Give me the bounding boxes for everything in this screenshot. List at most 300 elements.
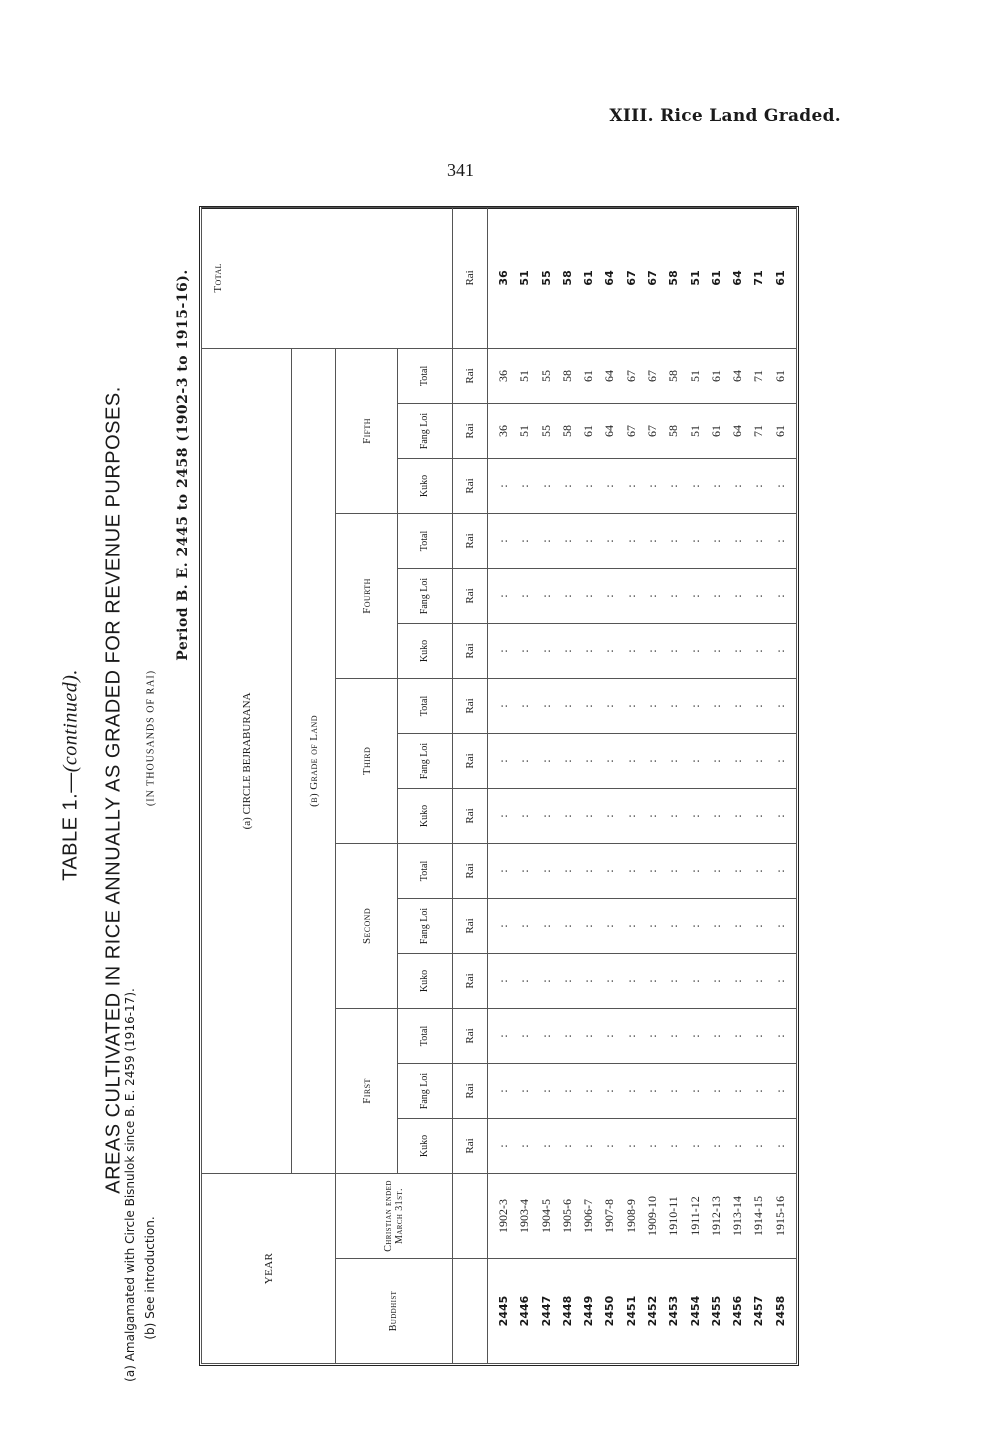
table-cell: 2446 <box>518 1295 532 1327</box>
table-cell: : <box>646 979 659 983</box>
table-cell: : <box>603 814 617 818</box>
table-cell: : <box>624 649 638 653</box>
table-cell: : <box>603 1089 617 1093</box>
table-cell: : <box>560 484 574 488</box>
table-cell: : <box>624 539 638 543</box>
table-cell: : <box>688 924 702 928</box>
table-cell: : <box>518 1089 532 1093</box>
table-cell: : <box>603 924 617 928</box>
table-cell: : <box>667 649 681 653</box>
table-cell: : <box>496 539 510 543</box>
table-cell: : <box>773 484 787 488</box>
table-cell: : <box>603 594 617 598</box>
fifth-total-col <box>488 348 797 403</box>
table-cell: : <box>539 924 553 928</box>
table-cell: : <box>496 814 510 818</box>
table-cell: : <box>624 1034 638 1038</box>
unit-cell: Rai <box>453 678 488 733</box>
table-cell: 64 <box>730 369 745 382</box>
table-cell: : <box>603 1144 617 1148</box>
second-fangloi-col <box>488 898 797 953</box>
table-cell: : <box>667 1144 681 1148</box>
first-fangloi-header: Fang Loi <box>398 1063 453 1118</box>
table-cell: : <box>539 979 553 983</box>
buddhist-header: Buddhist <box>336 1259 453 1364</box>
table-cell: 36 <box>495 424 510 437</box>
table-cell: : <box>667 1089 681 1093</box>
table-cell: : <box>560 1144 574 1148</box>
table-cell: 2456 <box>731 1295 745 1327</box>
table-cell: : <box>709 979 723 983</box>
table-cell: 1914-15 <box>751 1196 766 1236</box>
table-cell: : <box>667 979 681 983</box>
grade-second: Second <box>336 843 398 1008</box>
table-cell: : <box>709 1144 723 1148</box>
fourth-fangloi-col <box>488 568 797 623</box>
table-cell: 2450 <box>603 1295 617 1327</box>
table-cell: : <box>773 594 787 598</box>
table-cell: 58 <box>666 424 681 437</box>
unit-cell: Rai <box>453 733 488 788</box>
table-cell: : <box>752 979 766 983</box>
table-cell: 58 <box>667 270 681 286</box>
unit-cell: Rai <box>453 623 488 678</box>
table-cell: : <box>752 1034 766 1038</box>
table-cell: : <box>646 759 659 763</box>
table-subtitle: AREAS CULTIVATED IN RICE ANNUALLY AS GRADED FOR REVENUE PURPOSES. <box>102 386 125 1194</box>
unit-cell: Rai <box>453 1063 488 1118</box>
table-cell: 64 <box>602 369 617 382</box>
table-cell: 58 <box>560 270 574 286</box>
table-cell: : <box>560 759 574 763</box>
table-cell: : <box>709 1034 723 1038</box>
table-cell: 1912-13 <box>708 1196 723 1236</box>
table-cell: : <box>752 924 766 928</box>
table-cell: : <box>624 979 638 983</box>
header-row-1 <box>202 207 292 1363</box>
table-cell: : <box>624 484 638 488</box>
table-cell: : <box>603 649 617 653</box>
table-cell: : <box>582 924 596 928</box>
table-cell: : <box>624 869 638 873</box>
fourth-total-col <box>488 513 797 568</box>
table-cell: : <box>496 979 510 983</box>
table-cell: : <box>688 814 702 818</box>
table-cell: : <box>709 649 723 653</box>
table-cell: : <box>560 869 574 873</box>
table-cell: : <box>731 1034 745 1038</box>
table-cell: 51 <box>517 424 532 437</box>
unit-blank-buddhist <box>453 1259 488 1364</box>
unit-cell: Rai <box>453 788 488 843</box>
footnote-b: (b) See introduction. <box>143 1216 157 1340</box>
table-cell: : <box>773 924 787 928</box>
table-cell: : <box>582 759 596 763</box>
table-cell: : <box>646 484 659 488</box>
grade-first: First <box>336 1008 398 1173</box>
table-cell: 61 <box>708 424 723 437</box>
table-cell: 1903-4 <box>517 1199 532 1233</box>
table-cell: 55 <box>538 424 553 437</box>
table-cell: : <box>646 539 659 543</box>
table-cell: : <box>496 759 510 763</box>
table-cell: : <box>773 1144 787 1148</box>
table-cell: 61 <box>581 424 596 437</box>
grade-header: (b) Grade of Land <box>292 348 336 1173</box>
table-cell: 2447 <box>539 1295 553 1327</box>
table-cell: : <box>624 924 638 928</box>
table-cell: 67 <box>623 424 638 437</box>
third-total-header: Total <box>398 678 453 733</box>
table-cell: : <box>731 484 745 488</box>
table-cell: 67 <box>645 369 659 382</box>
table-cell: 64 <box>731 270 745 286</box>
table-label-continued: (continued). <box>59 669 82 773</box>
table-cell: : <box>539 484 553 488</box>
table-cell: : <box>752 759 766 763</box>
table-cell: : <box>603 704 617 708</box>
table-cell: : <box>539 1034 553 1038</box>
table-cell: : <box>539 704 553 708</box>
table-cell: : <box>539 1089 553 1093</box>
table-cell: : <box>624 704 638 708</box>
table-cell: 61 <box>582 270 596 286</box>
table-cell: : <box>752 649 766 653</box>
table-cell: 36 <box>495 369 510 382</box>
table-cell: : <box>752 1089 766 1093</box>
period-note: Period B. E. 2445 to 2458 (1902-3 to 1915-16). <box>175 269 191 661</box>
table-cell: 51 <box>517 369 532 382</box>
table-cell: 2452 <box>646 1295 659 1327</box>
table-cell: 55 <box>538 369 553 382</box>
table-cell: : <box>582 704 596 708</box>
table-cell: : <box>539 869 553 873</box>
table-cell: 2449 <box>582 1295 596 1327</box>
table-cell: : <box>731 1144 745 1148</box>
table-cell: : <box>709 484 723 488</box>
table-cell: 61 <box>708 369 723 382</box>
table-cell: : <box>646 594 659 598</box>
table-cell: 71 <box>752 270 766 286</box>
christian-header: Christian ended March 31st. <box>336 1173 453 1258</box>
table-cell: 61 <box>773 270 787 286</box>
table-cell: : <box>773 869 787 873</box>
first-fangloi-col <box>488 1063 797 1118</box>
table-cell: 58 <box>559 424 574 437</box>
table-cell: : <box>539 594 553 598</box>
second-total-header: Total <box>398 843 453 898</box>
table-cell: 2458 <box>773 1295 787 1327</box>
table-cell: 2445 <box>496 1295 510 1327</box>
first-total-col <box>488 1008 797 1063</box>
table-cell: : <box>603 979 617 983</box>
table-cell: 1911-12 <box>687 1196 702 1236</box>
table-cell: : <box>773 1034 787 1038</box>
footnote-a: (a) Amalgamated with Circle Bisnulok since B. E. 2459 (1916-17). <box>123 988 137 1382</box>
table-cell: : <box>731 594 745 598</box>
table-cell: : <box>773 704 787 708</box>
table-cell: : <box>518 539 532 543</box>
table-cell: 1907-8 <box>602 1199 617 1233</box>
table-cell: 55 <box>539 270 553 286</box>
table-cell: : <box>518 704 532 708</box>
table-cell: : <box>496 704 510 708</box>
third-kuko-col <box>488 788 797 843</box>
table-cell: 67 <box>646 270 659 286</box>
table-cell: : <box>709 924 723 928</box>
table-cell: : <box>688 594 702 598</box>
table-cell: 67 <box>624 270 638 286</box>
table-cell: 51 <box>687 424 702 437</box>
table-cell: : <box>560 924 574 928</box>
table-cell: : <box>582 1089 596 1093</box>
total-header: Total <box>202 207 453 348</box>
table-cell: : <box>496 924 510 928</box>
table-cell: 1905-6 <box>559 1199 574 1233</box>
table-cell: 61 <box>772 424 787 437</box>
table-cell: : <box>539 539 553 543</box>
table-cell: 71 <box>751 369 766 382</box>
table-cell: : <box>731 1089 745 1093</box>
unit-cell: Rai <box>453 843 488 898</box>
table-cell: 64 <box>603 270 617 286</box>
table-cell: : <box>752 869 766 873</box>
table-cell: : <box>688 979 702 983</box>
table-cell: : <box>731 924 745 928</box>
table-cell: : <box>603 759 617 763</box>
third-fangloi-header: Fang Loi <box>398 733 453 788</box>
table-cell: : <box>773 759 787 763</box>
grade-fifth: Fifth <box>336 348 398 513</box>
table-cell: : <box>646 814 659 818</box>
grade-third: Third <box>336 678 398 843</box>
table-cell: : <box>496 649 510 653</box>
table-cell: : <box>518 1144 532 1148</box>
second-total-col <box>488 843 797 898</box>
rice-land-table <box>201 207 797 1364</box>
table-cell: : <box>667 539 681 543</box>
table-cell: : <box>518 484 532 488</box>
year-header: YEAR <box>202 1173 336 1363</box>
table-title <box>60 669 83 881</box>
table-cell: : <box>731 539 745 543</box>
table-cell: 58 <box>666 369 681 382</box>
grade-fourth: Fourth <box>336 513 398 678</box>
table-cell: : <box>667 759 681 763</box>
third-kuko-header: Kuko <box>398 788 453 843</box>
table-cell: 51 <box>688 270 702 286</box>
table-cell: : <box>667 594 681 598</box>
header-row-3 <box>336 207 398 1363</box>
table-cell: : <box>709 759 723 763</box>
table-cell: : <box>624 1089 638 1093</box>
table-cell: : <box>518 924 532 928</box>
table-cell: : <box>582 649 596 653</box>
table-cell: : <box>688 869 702 873</box>
unit-cell: Rai <box>453 953 488 1008</box>
table-cell: : <box>560 649 574 653</box>
table-cell: 64 <box>602 424 617 437</box>
table-cell: : <box>496 594 510 598</box>
rotated-table <box>201 208 797 1364</box>
table-cell: : <box>496 1089 510 1093</box>
table-cell: : <box>582 814 596 818</box>
table-label: TABLE 1.— <box>59 772 82 881</box>
table-cell: : <box>752 539 766 543</box>
table-cell: : <box>688 1144 702 1148</box>
table-cell: : <box>688 649 702 653</box>
table-cell: 1904-5 <box>538 1199 553 1233</box>
table-cell: : <box>709 814 723 818</box>
table-cell: : <box>496 1144 510 1148</box>
table-cell: : <box>496 869 510 873</box>
buddhist-years-col <box>488 1259 797 1364</box>
table-cell: : <box>560 539 574 543</box>
table-cell: : <box>646 1089 659 1093</box>
unit-cell: Rai <box>453 458 488 513</box>
table-cell: : <box>624 814 638 818</box>
table-cell: : <box>667 869 681 873</box>
table-cell: : <box>560 704 574 708</box>
table-cell: : <box>560 814 574 818</box>
table-cell: : <box>709 1089 723 1093</box>
table-cell: 2455 <box>709 1295 723 1327</box>
fifth-kuko-col <box>488 458 797 513</box>
table-cell: : <box>646 1034 659 1038</box>
table-cell: : <box>731 649 745 653</box>
table-cell: : <box>646 704 659 708</box>
second-kuko-col <box>488 953 797 1008</box>
table-cell: : <box>582 869 596 873</box>
table-cell: : <box>539 759 553 763</box>
units-note: (IN THOUSANDS OF RAI) <box>145 669 157 807</box>
table-cell: : <box>688 1034 702 1038</box>
table-cell: : <box>752 1144 766 1148</box>
fourth-fangloi-header: Fang Loi <box>398 568 453 623</box>
table-cell: : <box>731 814 745 818</box>
table-cell: 61 <box>581 369 596 382</box>
table-cell: 71 <box>751 424 766 437</box>
table-cell: : <box>773 649 787 653</box>
table-cell: : <box>731 704 745 708</box>
table-cell: : <box>667 814 681 818</box>
table-cell: : <box>667 1034 681 1038</box>
table-cell: : <box>773 539 787 543</box>
table-cell: : <box>518 814 532 818</box>
table-cell: 2448 <box>560 1295 574 1327</box>
table-cell: : <box>646 869 659 873</box>
table-cell: : <box>688 539 702 543</box>
unit-cell: Rai <box>453 513 488 568</box>
table-cell: : <box>688 704 702 708</box>
table-cell: 1915-16 <box>772 1196 787 1236</box>
unit-cell: Rai <box>453 1118 488 1173</box>
table-cell: 2453 <box>667 1295 681 1327</box>
table-cell: 36 <box>496 270 510 286</box>
table-cell: 1913-14 <box>730 1196 745 1236</box>
table-cell: : <box>603 539 617 543</box>
table-cell: : <box>752 704 766 708</box>
fifth-fangloi-col <box>488 403 797 458</box>
first-total-header: Total <box>398 1008 453 1063</box>
table-cell: : <box>624 759 638 763</box>
table-cell: : <box>582 484 596 488</box>
table-cell: 61 <box>709 270 723 286</box>
table-cell: : <box>731 979 745 983</box>
table-cell: 1908-9 <box>623 1199 638 1233</box>
table-cell: : <box>709 539 723 543</box>
table-cell: : <box>518 979 532 983</box>
table-cell: : <box>560 1034 574 1038</box>
page-number: 341 <box>447 160 474 180</box>
table-cell: : <box>560 594 574 598</box>
table-cell: : <box>582 1034 596 1038</box>
unit-blank-christian <box>453 1173 488 1258</box>
fourth-kuko-col <box>488 623 797 678</box>
circle-header: (a) CIRCLE BEJRABURANA <box>202 348 292 1173</box>
table-cell: : <box>667 704 681 708</box>
table-cell: : <box>560 1089 574 1093</box>
table-cell: : <box>688 759 702 763</box>
table-cell: : <box>773 979 787 983</box>
second-fangloi-header: Fang Loi <box>398 898 453 953</box>
table-cell: : <box>518 1034 532 1038</box>
table-cell: 51 <box>687 369 702 382</box>
table-cell: 67 <box>645 424 659 437</box>
table-cell: 2454 <box>688 1295 702 1327</box>
table-cell: : <box>560 979 574 983</box>
table-cell: : <box>539 649 553 653</box>
unit-cell: Rai <box>453 568 488 623</box>
table-cell: : <box>603 1034 617 1038</box>
table-cell: : <box>624 1144 638 1148</box>
table-cell: : <box>773 814 787 818</box>
table-cell: : <box>518 759 532 763</box>
table-cell: : <box>752 594 766 598</box>
table-cell: : <box>646 649 659 653</box>
unit-cell: Rai <box>453 898 488 953</box>
table-cell: : <box>603 484 617 488</box>
table-cell: : <box>752 484 766 488</box>
table-cell: : <box>539 814 553 818</box>
table-cell: : <box>731 759 745 763</box>
data-row <box>488 207 797 1363</box>
table-cell: : <box>688 484 702 488</box>
table-cell: : <box>667 924 681 928</box>
table-cell: : <box>646 924 659 928</box>
table-cell: 2451 <box>624 1295 638 1327</box>
table-cell: : <box>518 869 532 873</box>
table-cell: 61 <box>772 369 787 382</box>
section-header: XIII. Rice Land Graded. <box>609 106 841 126</box>
table-cell: 64 <box>730 424 745 437</box>
table-cell: 2457 <box>752 1295 766 1327</box>
table-cell: : <box>496 1034 510 1038</box>
table-cell: 51 <box>518 270 532 286</box>
unit-row <box>453 207 488 1363</box>
second-kuko-header: Kuko <box>398 953 453 1008</box>
table-cell: : <box>582 594 596 598</box>
fifth-total-header: Total <box>398 348 453 403</box>
table-cell: : <box>646 1144 659 1148</box>
first-kuko-col <box>488 1118 797 1173</box>
table-cell: 1902-3 <box>495 1199 510 1233</box>
unit-cell: Rai <box>453 207 488 348</box>
fourth-total-header: Total <box>398 513 453 568</box>
table-cell: 1909-10 <box>645 1196 659 1236</box>
table-cell: : <box>709 704 723 708</box>
table-cell: : <box>773 1089 787 1093</box>
